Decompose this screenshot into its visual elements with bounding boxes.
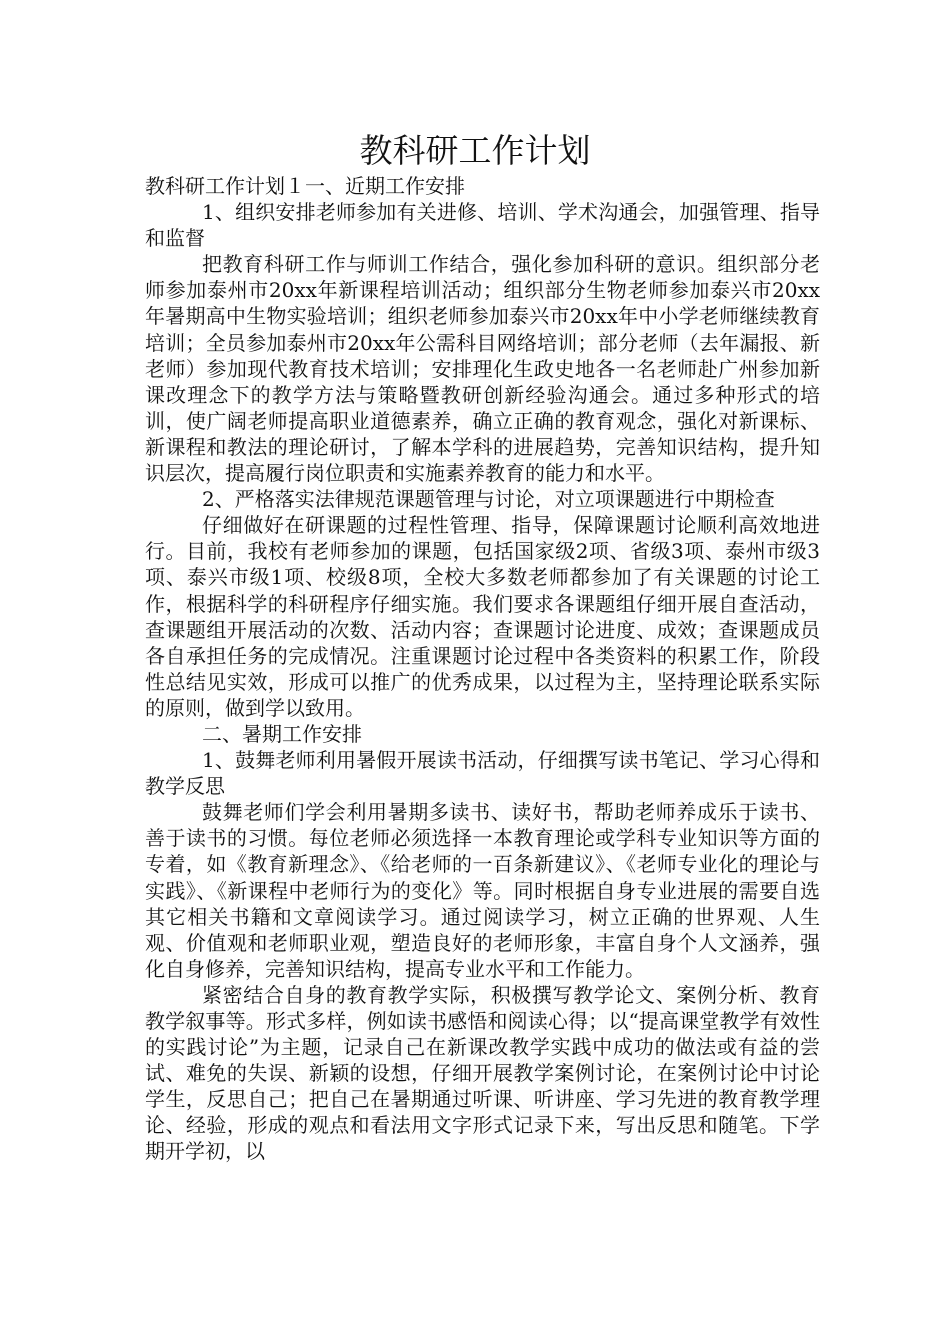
paragraph-summer-item-1-heading: 1、鼓舞老师利用暑假开展读书活动，仔细撰写读书笔记、学习心得和教学反思 <box>145 748 820 799</box>
paragraph-section-heading-1: 教科研工作计划１一、近期工作安排 <box>145 174 465 198</box>
paragraph-item-2-body: 仔细做好在研课题的过程性管理、指导，保障课题讨论顺利高效地进行。目前，我校有老师参加的课题，包括国家级2项、省级3项、泰州市级3项、泰兴市级1项、校级8项，全校大多数老师都参加了有关课题的讨论工作，根据科学的科研程序仔细实施。我们要求各课题组仔细开展自查活动，查课题组开展活动的次数、活动内容；查课题讨论进度、成效；查课题成员各自承担任务的完成情况。注重课题讨论过程中各类资料的积累工作，阶段性总结见实效，形成可以推广的优秀成果，以过程为主，坚持理论联系实际的原则，做到学以致用。 <box>145 513 820 720</box>
paragraph-section-heading-2: 二、暑期工作安排 <box>202 721 362 746</box>
paragraph-summer-item-1-body-2: 紧密结合自身的教育教学实际，积极撰写教学论文、案例分析、教育教学叙事等。形式多样，例如读书感悟和阅读心得；以“提高课堂教学有效性的实践讨论”为主题，记录自己在新课改教学实践中成功的做法或有益的尝试、难免的失误、新颖的设想，仔细开展教学案例讨论，在案例讨论中讨论学生，反思自己；把自己在暑期通过听课、听讲座、学习先进的教育教学理论、经验，形成的观点和看法用文字形式记录下来，写出反思和随笔。下学期开学初，以 <box>145 982 820 1164</box>
paragraph-item-1-heading: 1、组织安排老师参加有关进修、培训、学术沟通会，加强管理、指导和监督 <box>145 200 820 251</box>
paragraph-item-1-body: 把教育科研工作与师训工作结合，强化参加科研的意识。组织部分老师参加泰州市20xx年新课程培训活动；组织部分生物老师参加泰兴市20xx年暑期高中生物实验培训；组织老师参加泰兴市20xx年中小学老师继续教育培训；全员参加泰州市20xx年公需科目网络培训；部分老师（去年漏报、新老师）参加现代教育技术培训；安排理化生政史地各一名老师赴广州参加新课改理念下的教学方法与策略暨教研创新经验沟通会。通过多种形式的培训，使广阔老师提高职业道德素养，确立正确的教育观念，强化对新课标、新课程和教法的理论研讨，了解本学科的进展趋势，完善知识结构，提升知识层次，提高履行岗位职责和实施素养教育的能力和水平。 <box>145 252 820 486</box>
document-body <box>145 173 820 1165</box>
paragraph-summer-item-1-body: 鼓舞老师们学会利用暑期多读书、读好书，帮助老师养成乐于读书、善于读书的习惯。每位老师必须选择一本教育理论或学科专业知识等方面的专着，如《教育新理念》、《给老师的一百条新建议》、《老师专业化的理论与实践》、《新课程中老师行为的变化》等。同时根据自身专业进展的需要自选其它相关书籍和文章阅读学习。通过阅读学习，树立正确的世界观、人生观、价值观和老师职业观，塑造良好的老师形象，丰富自身个人文涵养，强化自身修养，完善知识结构，提高专业水平和工作能力。 <box>145 800 820 981</box>
paragraph-item-2-heading: 2、严格落实法律规范课题管理与讨论，对立项课题进行中期检查 <box>202 487 775 512</box>
document-title: 教科研工作计划 <box>359 131 591 170</box>
